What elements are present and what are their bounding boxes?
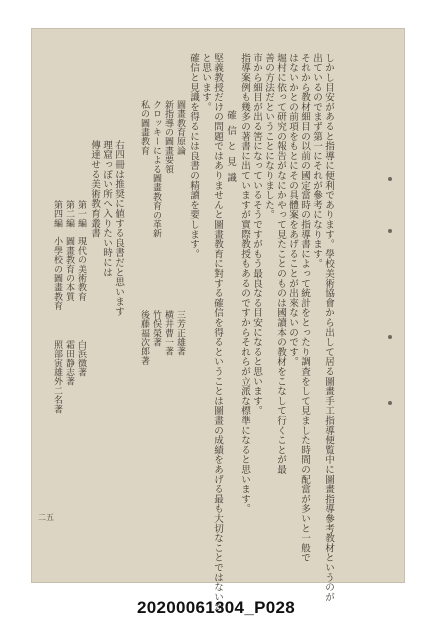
body-text-column: と思います。: [200, 53, 211, 112]
book-title: 圖畫教育原論: [175, 100, 185, 156]
body-text-column: それから教材細目の以前の國定當時の指導書によって統計をとったり調査をして見ました時間の配當が多いと一般で: [299, 53, 310, 563]
binding-hole: [388, 401, 392, 405]
book-title: 新指導の圖畫要領: [163, 100, 173, 174]
book-author: 白浜徴著: [76, 340, 86, 377]
book-author: 竹俣榮著: [151, 310, 161, 347]
reference-note: 右四冊は推奨に値する良書だと思います: [113, 140, 124, 317]
page-number: 二五: [38, 513, 54, 522]
body-text-column: 確信と見識を得るには良書の精讀を要します。: [188, 53, 199, 259]
section-heading: 確信と見識: [225, 110, 236, 188]
binding-hole: [388, 335, 392, 339]
book-author: 横井曹一著: [163, 310, 173, 356]
body-text-column: はないかとの前項をもとにその具體案をあげることが出來ないのです。: [287, 53, 298, 367]
book-author: 三芳正雄著: [175, 310, 185, 356]
book-title: クロッキーによる圖畫教育の革新: [151, 100, 161, 238]
book-author: 霜田静志著: [64, 340, 74, 386]
binding-hole: [388, 177, 392, 181]
binding-hole: [388, 229, 392, 233]
book-title: 第一編 現代の美術教育: [76, 200, 86, 302]
body-text-column: 善の方法だということになりました。: [263, 53, 274, 220]
body-text-column: しかし目安があると指導に便利であります。學校美術協會から出して居る圖畫手工指導便覧中に圖畫指導參考教材というのが: [323, 53, 334, 602]
reference-note: 傳達せる美術教育叢書: [89, 140, 100, 238]
body-text-column: 市から細目が出る筈になっているそうですがもう最良なる目安になると思います。: [251, 53, 262, 416]
book-author: 照部寅雄外二名著: [52, 340, 62, 414]
reference-note: 理窟っぽい所へ入りたい時には: [101, 140, 112, 278]
archive-id-caption: 20200061304_P028: [137, 598, 295, 617]
book-author: 後藤福次郎著: [139, 310, 149, 366]
book-title: 第四編 小學校の圖畫教育: [52, 200, 62, 311]
book-title: 私の圖畫教育: [139, 100, 149, 156]
body-text-column: 堅義教授だけの問題ではありませんと圖畫教育に對する確信を得るということは圖畫の成績をあげる最も大切なことではないか: [212, 53, 223, 612]
body-text-column: 堀村に依って研究の報告がなにかやって見たことのものは國讀本の教材をこなして行くことが最: [275, 53, 286, 475]
body-text-column: 指導案例も幾多の著書に出ていますが實際教授もあるのですからそれらが立派な標準になると思います。: [239, 53, 250, 514]
body-text-column: 出ているのでまず第一にそれが參考になります。: [311, 53, 322, 269]
book-title: 第二編 圖畫教育の本質: [64, 200, 74, 302]
